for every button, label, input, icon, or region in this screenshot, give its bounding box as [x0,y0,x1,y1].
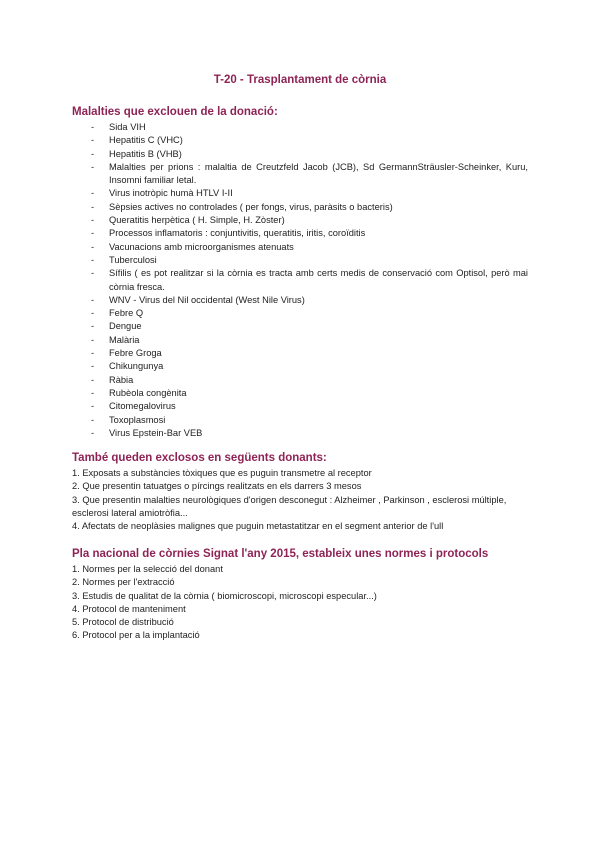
list-item: 2. Normes per l'extracció [72,577,175,588]
list-item: - Sèpsies actives no controlades ( per fongs, virus, paràsits o bacteris) [72,201,528,214]
list-item: - Hepatitis C (VHC) [72,134,528,147]
list-item: - Vacunacions amb microorganismes atenuats [72,241,528,254]
section-heading-excluded-donors: També queden exclosos en següents donants: [72,452,327,464]
list-item: - Chikungunya [72,360,528,373]
excluded-donors-list [72,467,532,533]
list-item: 4. Afectats de neoplàsies malignes que puguin metastatitzar en el segment anterior de l'ull [72,521,444,532]
list-item: - Rubèola congènita [72,387,528,400]
list-item: - Dengue [72,320,528,333]
list-item: - WNV - Virus del Nil occidental (West Nile Virus) [72,294,528,307]
list-item: - Virus Epstein-Bar VEB [72,427,528,440]
list-item: - Sida VIH [72,121,528,134]
list-item: 1. Normes per la selecció del donant [72,564,223,574]
list-item: - Ràbia [72,374,528,387]
list-item: - Febre Q [72,307,528,320]
list-item: 2. Que presentin tatuatges o pírcings realitzats en els darrers 3 mesos [72,481,362,492]
list-item: - Citomegalovirus [72,400,528,413]
document-title: T-20 - Trasplantament de còrnia [213,74,387,86]
list-item: 1. Exposats a substàncies tòxiques que es puguin transmetre al receptor [72,468,372,478]
list-item: - Queratitis herpètica ( H. Simple, H. Zòster) [72,214,528,227]
list-item: - Processos inflamatoris : conjuntivitis, queratitis, iritis, coroïditis [72,227,528,240]
list-item: 3. Que presentin malalties neurològiques d'origen desconegut : Alzheimer , Parkinson , esclerosi múltiple, esclerosi lateral amiotròfia... [72,494,507,518]
list-item: 6. Protocol per a la implantació [72,630,200,641]
list-item: 5. Protocol de distribució [72,617,174,628]
national-plan-list [72,563,532,643]
list-item: - Toxoplasmosi [72,414,528,427]
list-item: 3. Estudis de qualitat de la còrnia ( biomicroscopi, microscopi especular...) [72,590,377,601]
list-item: 4. Protocol de manteniment [72,603,186,614]
section-heading-exclusion-diseases: Malalties que exclouen de la donació: [72,106,278,118]
list-item: - Hepatitis B (VHB) [72,148,528,161]
list-item: - Febre Groga [72,347,528,360]
list-item: - Tuberculosi [72,254,528,267]
list-item: - Malària [72,334,528,347]
list-item: - Malalties per prions : malaltia de Creutzfeld Jacob (JCB), Sd GermannSträusler-Scheinker, Kuru, Insomni familiar letal. [72,161,528,188]
list-item: - Virus inotròpic humà HTLV I-II [72,187,528,200]
section-heading-national-plan: Pla nacional de còrnies Signat l'any 2015, estableix unes normes i protocols [72,548,489,560]
list-item: - Sífilis ( es pot realitzar si la còrnia es tracta amb certs medis de conservació com Optisol, però mai còrnia fresca. [72,267,528,294]
exclusion-disease-list [72,121,528,440]
